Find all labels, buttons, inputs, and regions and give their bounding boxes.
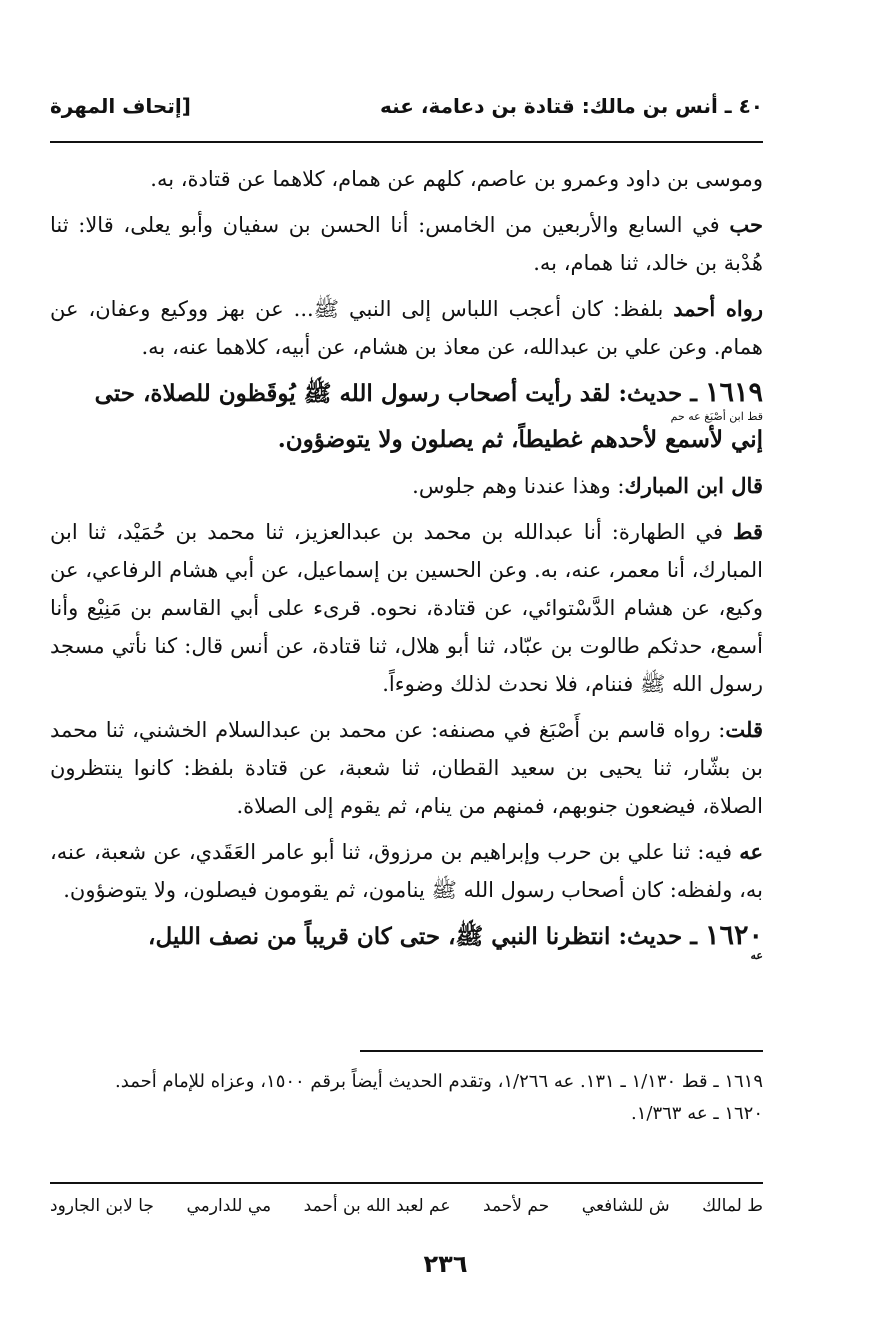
footnote-rule [360,1050,763,1052]
paragraph: رواه أحمد بلفظ: كان أعجب اللباس إلى النبي ﷺ... عن بهز ووكيع وعفان، عن همام. وعن علي بن عبدالله، عن معاذ بن هشام، عن أبيه، كلاهما عنه، به. [50,296,763,359]
paragraph: وموسى بن داود وعمرو بن عاصم، كلهم عن همام، كلاهما عن قتادة، به. [150,167,763,191]
paragraph: قال ابن المبارك: وهذا عندنا وهم جلوس. [412,473,763,498]
chapter-title: ٤٠ ـ أنس بن مالك: قتادة بن دعامة، عنه [380,94,763,118]
paragraph: حب في السابع والأربعين من الخامس: أنا الحسن بن سفيان وأبو يعلى، قالا: ثنا هُدْبة بن خالد، ثنا همام، به. [50,212,763,275]
hadith-number: ١٦٢٠ [704,920,763,951]
legend-item: حم لأحمد [483,1196,550,1216]
paragraph: قلت: رواه قاسم بن أَصْبَغ في مصنفه: عن محمد بن عبدالسلام الخشني، ثنا محمد بن بشّار، ثنا يحيى بن سعيد القطان، ثنا شعبة، عن قتادة بلفظ: كانوا ينتظرون الصلاة، فيضعون جنوبهم، فمنهم من ينام، ثم يقوم إلى الصلاة. [50,717,763,818]
footnote: ١٦٢٠ ـ عه ١/٣٦٣. [631,1103,763,1124]
source-note: قط ابن أصْبَغ عه حم [670,410,763,423]
legend-item: مي للدارمي [186,1196,272,1216]
page-number: ٢٣٦ [423,1250,468,1278]
footnote: ١٦١٩ ـ قط ١/١٣٠ ـ ١٣١. عه ١/٢٦٦، وتقدم الحديث أيضاً برقم ١٥٠٠، وعزاه للإمام أحمد. [115,1071,763,1092]
legend-item: ط لمالك [702,1196,763,1216]
hadith-1619: ١٦١٩ ـ حديث: لقد رأيت أصحاب رسول الله ﷺ يُوقَظون للصلاة، حتى قط ابن أصْبَغ عه حم إني لأسمع لأحدهم غطيطاً، ثم يصلون ولا يتوضؤون. [50,374,763,459]
paragraph: قط في الطهارة: أنا عبدالله بن محمد بن عبدالعزيز، ثنا محمد بن حُمَيْد، ثنا ابن المبارك، أنا معمر، عنه، به. وعن الحسين بن إسماعيل، عن أبي هشام الرفاعي، عن وكيع، عن هشام الدَّسْتوائي، عن قتادة، نحوه. قرىء على أبي القاسم بن مَنِيْع وأنا أسمع، حدثكم طالوت بن عبّاد، ثنا أبو هلال، ثنا قتادة، عن أنس قال: كنا نأتي مسجد رسول الله ﷺ فننام، فلا نحدث لذلك وضوءاً. [50,519,763,696]
legend-item: عم لعبد الله بن أحمد [303,1196,451,1216]
paragraph: عه فيه: ثنا علي بن حرب وإبراهيم بن مرزوق، ثنا أبو عامر العَقَدي، عن شعبة، عنه، به، ولفظه: كان أصحاب رسول الله ﷺ ينامون، ثم يقومون فيصلون، ولا يتوضؤون. [50,839,763,902]
legend-item: ش للشافعي [581,1196,670,1216]
main-text [50,160,763,970]
book-title: [إتحاف المهرة [50,94,191,118]
source-note: عه [750,949,763,962]
hadith-1620: ١٦٢٠ ـ حديث: انتظرنا النبي ﷺ، حتى كان قريباً من نصف الليل، عه [50,917,763,962]
header-rule [50,141,763,143]
footnotes [50,1066,763,1130]
legend-rule [50,1182,763,1184]
abbreviation-legend [50,1196,763,1216]
hadith-number: ١٦١٩ [704,377,763,408]
running-header [50,88,763,124]
legend-item: جا لابن الجارود [50,1196,154,1216]
